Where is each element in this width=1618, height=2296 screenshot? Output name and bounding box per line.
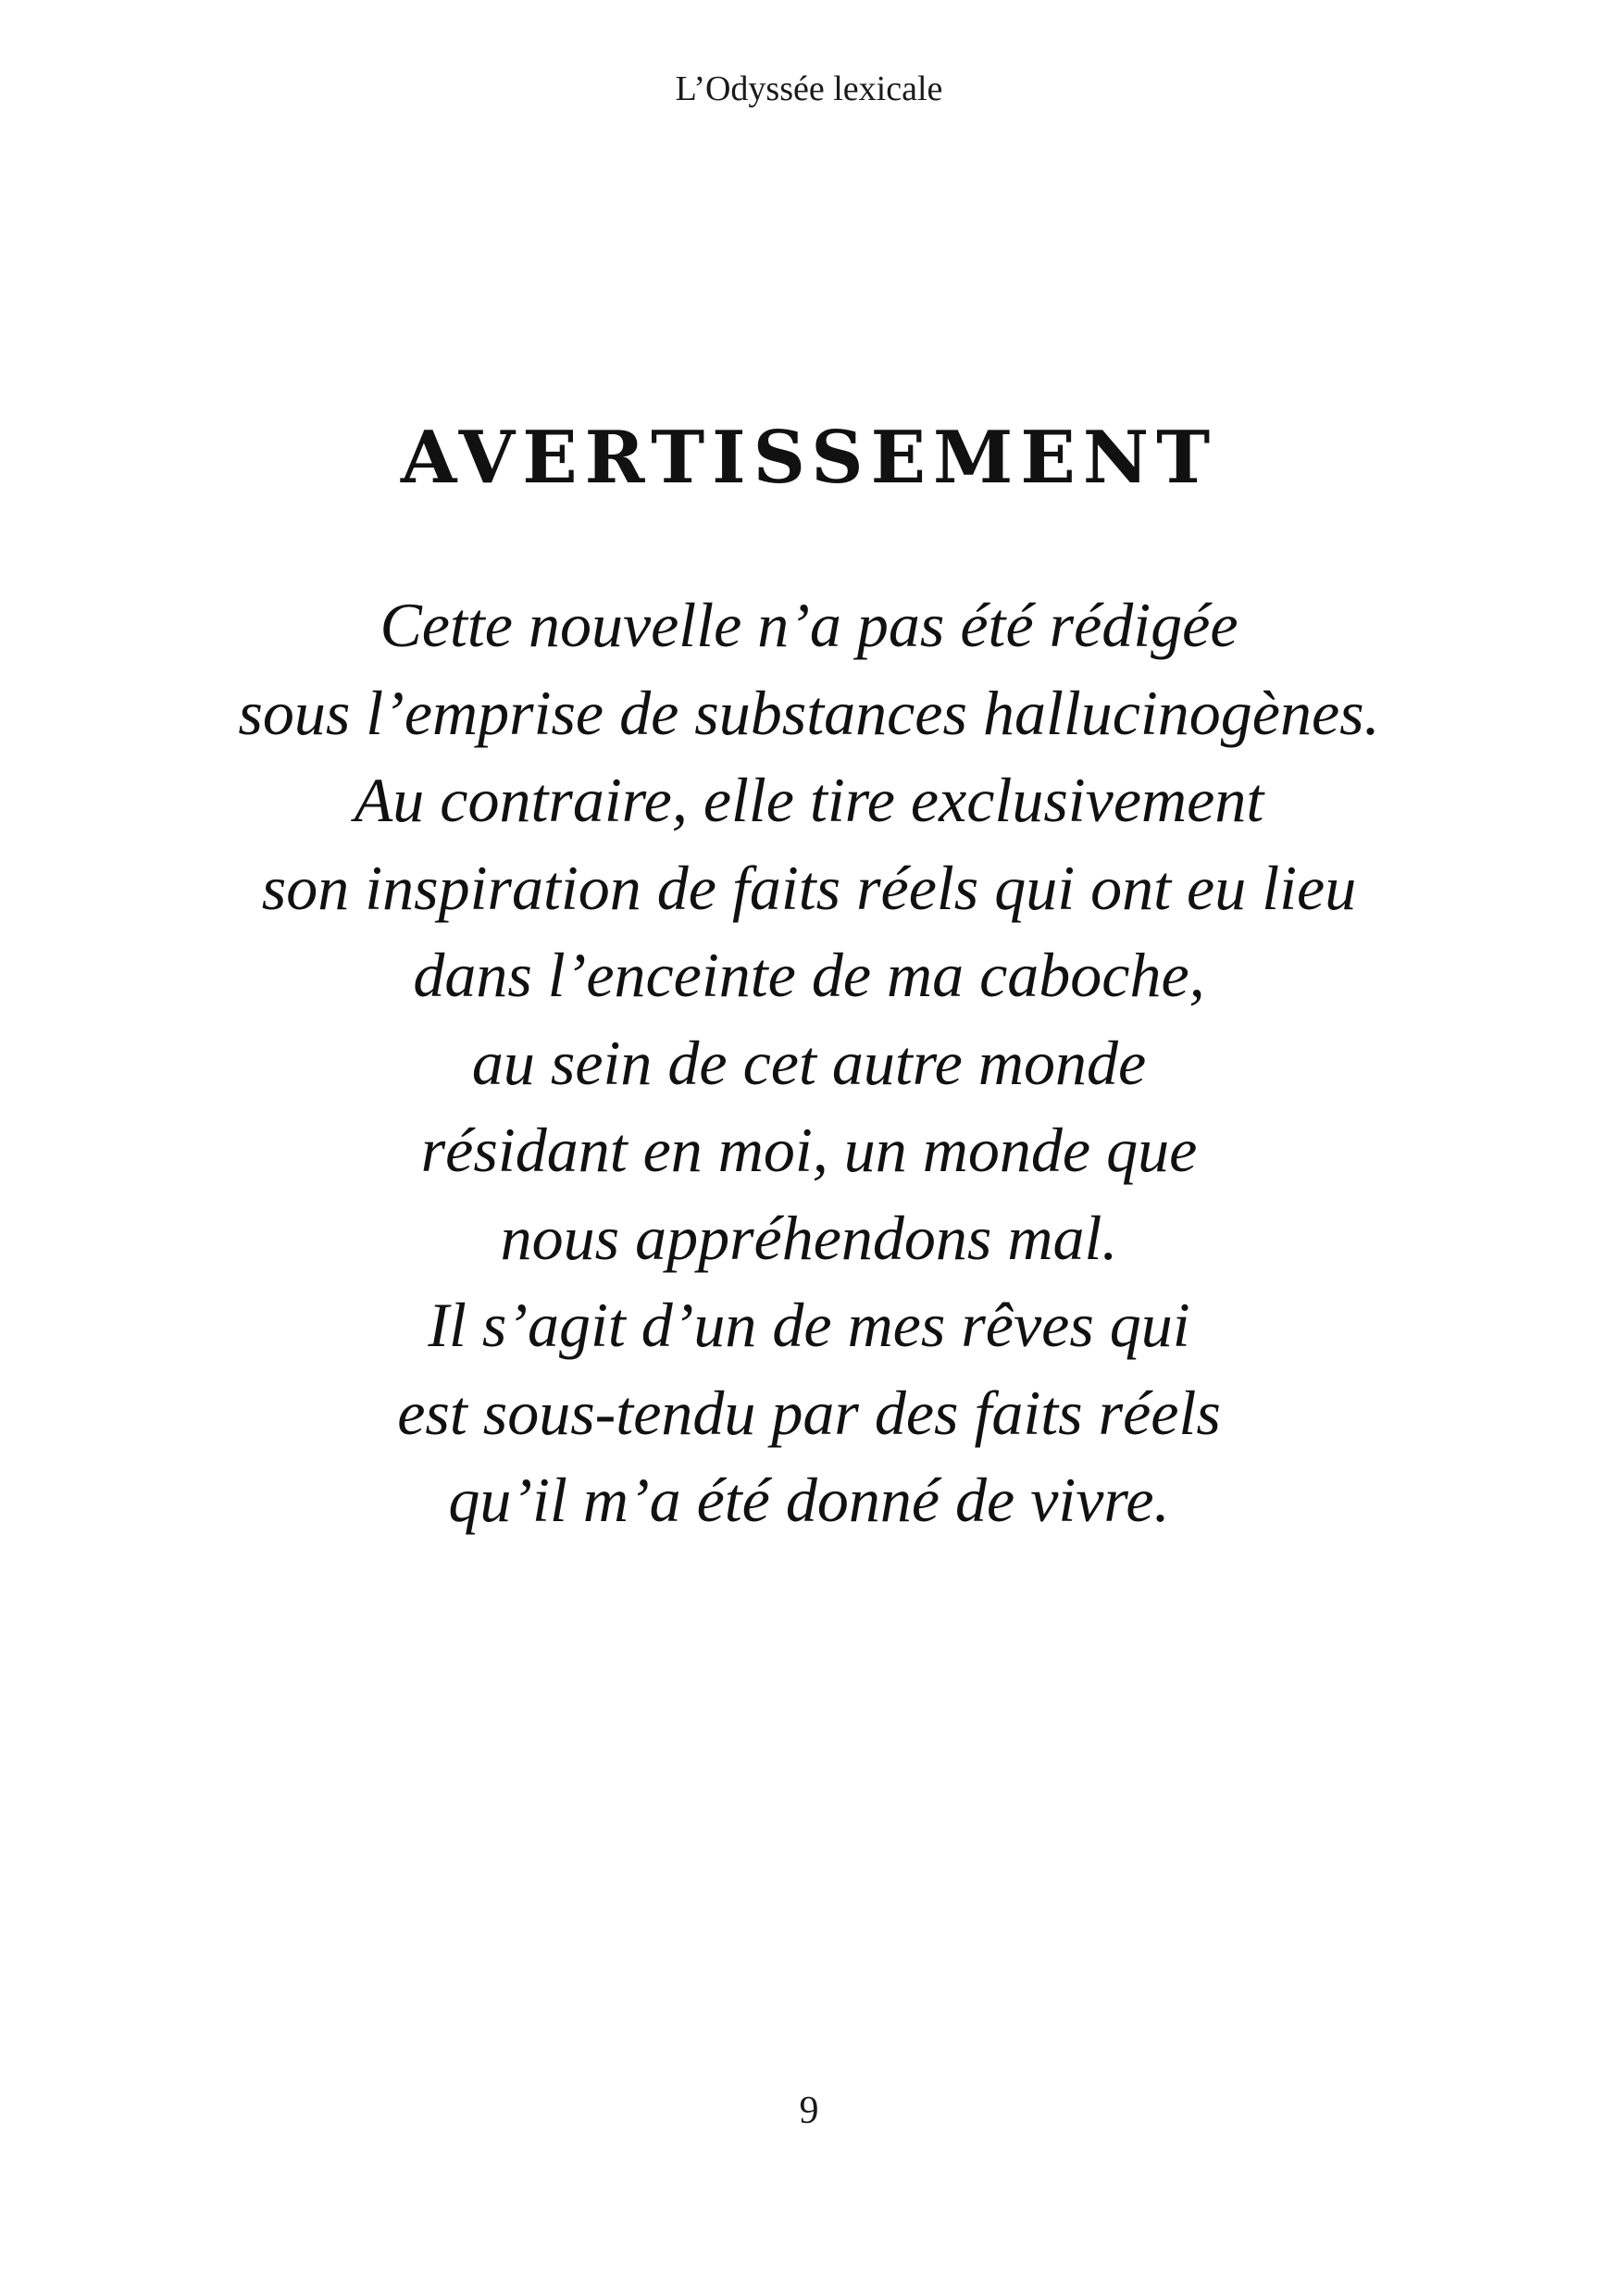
text-line: son inspiration de faits réels qui ont eu lieu [261,852,1357,923]
text-line: Il s’agit d’un de mes rêves qui [428,1290,1190,1360]
warning-text [148,581,1470,1544]
text-line: Cette nouvelle n’a pas été rédigée [380,590,1238,660]
page-title: AVERTISSEMENT [400,416,1218,500]
page-number: 9 [799,2090,819,2132]
text-line: résidant en moi, un monde que [420,1115,1198,1185]
text-line: au sein de cet autre monde [471,1027,1147,1098]
text-line: dans l’enceinte de ma caboche, [413,940,1205,1010]
running-header: L’Odyssée lexicale [675,69,943,108]
text-line: est sous-tendu par des faits réels [397,1377,1221,1448]
text-line: sous l’emprise de substances hallucinogènes. [238,677,1380,748]
text-line: qu’il m’a été donné de vivre. [448,1465,1170,1535]
text-line: nous appréhendons mal. [500,1202,1118,1273]
text-line: Au contraire, elle tire exclusivement [354,765,1264,835]
